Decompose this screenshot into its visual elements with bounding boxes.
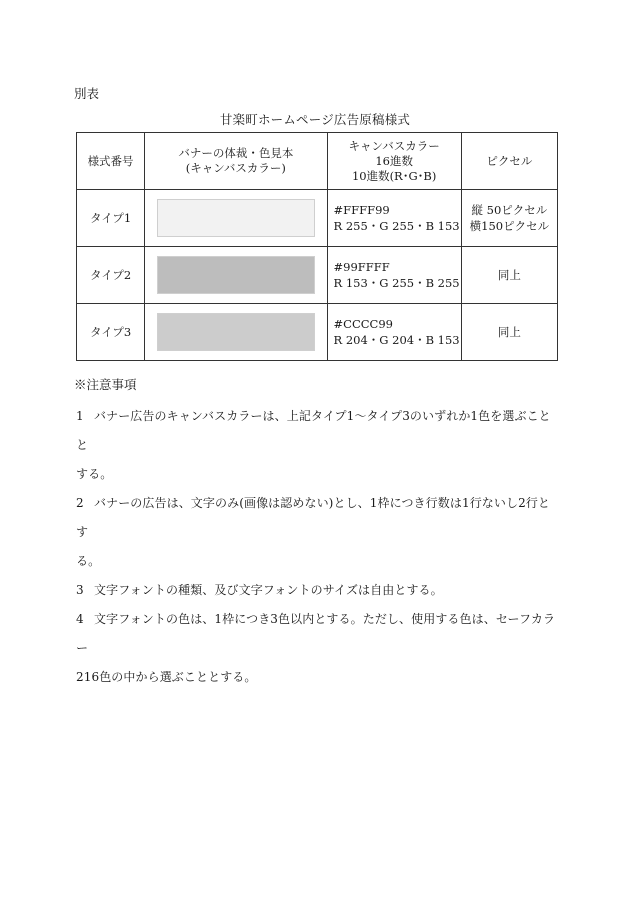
color-swatch bbox=[157, 256, 315, 294]
swatch-cell bbox=[145, 247, 327, 304]
hex-code: #CCCC99 bbox=[333, 317, 393, 331]
pixel-width: 横150ピクセル bbox=[469, 219, 550, 233]
pixel-same-as-above: 同上 bbox=[497, 325, 521, 339]
rgb-code: R 255・G 255・B 153 bbox=[333, 219, 460, 233]
header-pixel-label: ピクセル bbox=[486, 153, 533, 168]
color-code-cell bbox=[327, 304, 461, 361]
hex-code: #FFFF99 bbox=[333, 203, 390, 217]
note-text-line1: 文字フォントの種類、及び文字フォントのサイズは自由とする。 bbox=[94, 583, 443, 597]
color-code-cell bbox=[327, 190, 461, 247]
table-row bbox=[77, 190, 558, 247]
header-pixel bbox=[461, 133, 557, 190]
pixel-cell bbox=[461, 190, 557, 247]
note-text-line1: 文字フォントの色は、1枠につき3色以内とする。ただし、使用する色は、セーフカラー bbox=[76, 612, 556, 655]
note-text-line2: 216色の中から選ぶこととする。 bbox=[76, 670, 257, 684]
pixel-height: 縦 50ピクセル bbox=[471, 203, 548, 217]
header-sample bbox=[145, 133, 327, 190]
header-code-line1: キャンバスカラー bbox=[348, 138, 440, 153]
style-id-cell: タイプ1 bbox=[77, 190, 145, 247]
annex-label: 別表 bbox=[74, 86, 100, 101]
color-swatch bbox=[157, 313, 315, 351]
header-color-code bbox=[327, 133, 461, 190]
note-number: 4 bbox=[76, 612, 84, 626]
notes-heading: ※注意事項 bbox=[74, 377, 137, 392]
header-code-line2: 16進数 bbox=[375, 153, 413, 168]
header-style-number bbox=[77, 133, 145, 190]
header-code-line3: 10進数(R･G･B) bbox=[351, 168, 437, 183]
style-id-cell: タイプ2 bbox=[77, 247, 145, 304]
header-sample-line2: (キャンバスカラー) bbox=[185, 161, 286, 175]
note-text-line1: バナーの広告は、文字のみ(画像は認めない)とし、1枠につき行数は1行ないし2行とす bbox=[76, 496, 551, 539]
table-row bbox=[77, 247, 558, 304]
color-code-cell bbox=[327, 247, 461, 304]
swatch-cell bbox=[145, 304, 327, 361]
style-id-cell: タイプ3 bbox=[77, 304, 145, 361]
pixel-same-as-above: 同上 bbox=[497, 268, 521, 282]
rgb-code: R 204・G 204・B 153 bbox=[333, 333, 460, 347]
list-item bbox=[76, 576, 556, 605]
table-header-row bbox=[77, 133, 558, 190]
table-row bbox=[77, 304, 558, 361]
note-number: 2 bbox=[76, 496, 84, 510]
note-number: 3 bbox=[76, 583, 84, 597]
banner-spec-table bbox=[76, 132, 558, 361]
swatch-cell bbox=[145, 190, 327, 247]
header-sample-line1: バナーの体裁・色見本 bbox=[178, 146, 294, 160]
notes-list bbox=[76, 402, 556, 692]
pixel-cell bbox=[461, 247, 557, 304]
note-text-line1: バナー広告のキャンバスカラーは、上記タイプ1～タイプ3のいずれか1色を選ぶことと bbox=[76, 409, 551, 452]
rgb-code: R 153・G 255・B 255 bbox=[333, 276, 460, 290]
note-text-line2: する。 bbox=[76, 467, 113, 481]
color-swatch bbox=[157, 199, 315, 237]
document-title: 甘楽町ホームページ広告原稿様式 bbox=[219, 112, 411, 127]
note-text-line2: る。 bbox=[76, 554, 101, 568]
list-item bbox=[76, 489, 556, 576]
note-number: 1 bbox=[76, 409, 84, 423]
hex-code: #99FFFF bbox=[333, 260, 390, 274]
list-item bbox=[76, 402, 556, 489]
header-style-number-label: 様式番号 bbox=[87, 153, 134, 168]
list-item bbox=[76, 605, 556, 692]
pixel-cell bbox=[461, 304, 557, 361]
